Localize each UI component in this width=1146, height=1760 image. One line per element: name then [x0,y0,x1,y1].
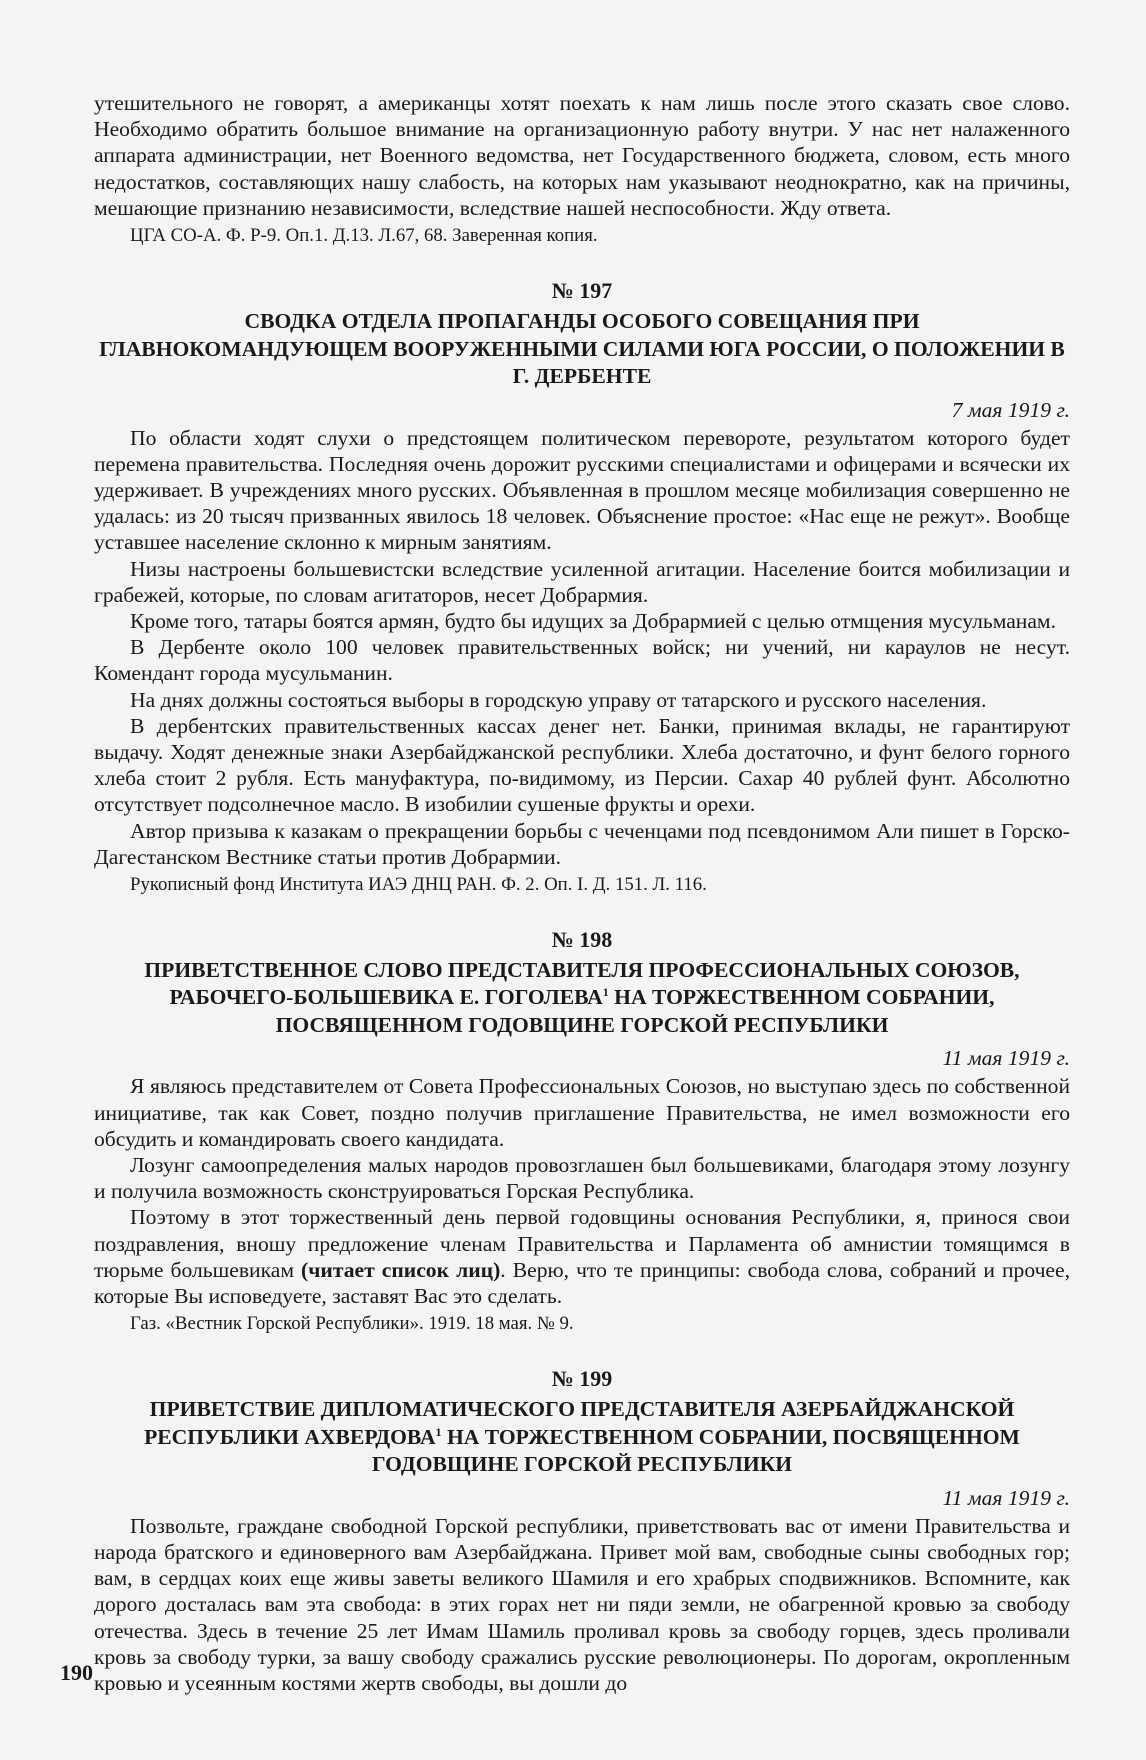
archive-source: ЦГА СО-А. Ф. Р-9. Оп.1. Д.13. Л.67, 68. Заверенная копия. [130,225,598,247]
title-text: НА ТОРЖЕСТВЕННОМ СОБРАНИИ, ПОСВЯЩЕННОМ ГОДОВЩИНЕ ГОРСКОЙ РЕСПУБЛИКИ [275,985,995,1037]
document-title [94,957,1070,1040]
archive-source: Газ. «Вестник Горской Республики». 1919. 18 мая. № 9. [130,1313,574,1335]
document-date: 11 мая 1919 г. [942,1046,1070,1071]
document-date: 7 мая 1919 г. [951,397,1070,422]
document-title [94,1396,1070,1479]
paragraph [94,1204,1070,1309]
footnote-mark: 1 [602,985,609,1000]
paragraph: Автор призыва к казакам о прекращении борьбы с чеченцами под псевдонимом Али пишет в Горско-Дагестанском Вестнике статьи против Добрармии. [94,818,1070,869]
paragraph: Низы настроены большевистски вследствие усиленной агитации. Население боится мобилизации и грабежей, которые, по словам агитаторов, несет Добрармия. [94,556,1070,607]
title-text: НА ТОРЖЕСТВЕННОМ СОБРАНИИ, ПОСВЯЩЕННОМ ГОДОВЩИНЕ ГОРСКОЙ РЕСПУБЛИКИ [371,1424,1020,1477]
document-199 [94,1366,1070,1696]
paragraph: По области ходят слухи о предстоящем политическом перевороте, результатом которого будет перемена правительства. Последняя очень дорожит русскими специалистами и офицерами и всячески их удерживает. В учреждениях много русских. Объявленная в прошлом месяце мобилизация совершенно не удалась: из 20 тысяч призванных явилось 18 человек. Объяснение простое: «Нас еще не режут». Вообще уставшее население склонно к мирным занятиям. [94,425,1070,555]
paragraph: На днях должны состояться выборы в городскую управу от татарского и русского населения. [130,687,987,712]
paragraph: В Дербенте около 100 человек правительственных войск; ни учений, ни караулов не несут. Комендант города мусульманин. [94,635,1070,686]
bold-remark: (читает список лиц) [301,1257,501,1282]
document-date: 11 мая 1919 г. [942,1485,1070,1510]
document-198 [94,927,1070,1336]
page-number: 190 [60,1660,93,1685]
document-number: № 198 [551,926,613,952]
title-text: ПРИВЕТСТВЕННОЕ СЛОВО ПРЕДСТАВИТЕЛЯ ПРОФЕССИОНАЛЬНЫХ СОЮЗОВ, РАБОЧЕГО-БОЛЬШЕВИКА Е. ГОГОЛЕВА [144,957,1020,1010]
continuation-paragraph: утешительного не говорят, а американцы хотят поехать к нам лишь после этого сказать свое слово. Необходимо обратить большое внимание на организационную работу внутри. У нас нет налаженного аппарата администрации, нет Военного ведомства, нет Государственного бюджета, словом, есть много недостатков, составляющих нашу слабость, на которых нам указывают неоднократно, как на причины, мешающие признанию независимости, вследствие нашей неспособности. Жду ответа. [94,91,1070,220]
paragraph: Позвольте, граждане свободной Горской республики, приветствовать вас от имени Правительства и народа братского и единоверного вам Азербайджана. Привет мой вам, свободные сыны свободных гор; вам, в сердцах коих еще живы заветы великого Шамиля и его храбрых сподвижников. Вспомните, как дорого досталась вам эта свобода: в этих горах нет ни пяди земли, не обагренной кровью за свободу отечества. Здесь в течение 25 лет Имам Шамиль проливал кровь за свободу горцев, здесь проливали кровь за свободу турки, за вашу свободу сражались русские революционеры. По дорогам, окропленным кровью и усеянным костями жертв свободы, вы дошли до [94,1513,1070,1696]
paragraph: Лозунг самоопределения малых народов провозглашен был большевиками, благодаря этому лозунгу и получила возможность сконструироваться Горская Республика. [94,1153,1070,1204]
footnote-mark: 1 [435,1424,442,1439]
document-number: № 197 [551,278,613,304]
archive-source: Рукописный фонд Института ИАЭ ДНЦ РАН. Ф. 2. Оп. I. Д. 151. Л. 116. [130,873,707,895]
paragraph-text: Поэтому в этот торжественный день первой годовщины основания Республики, я, принося свои поздравления, вношу предложение членам Правительства и Парламента об амнистии томящимся в тюрьме большевикам [94,1205,1070,1282]
document-number: № 199 [551,1366,613,1392]
title-text: ПРИВЕТСТВИЕ ДИПЛОМАТИЧЕСКОГО ПРЕДСТАВИТЕЛЯ АЗЕРБАЙДЖАНСКОЙ РЕСПУБЛИКИ АХВЕРДОВА [144,1397,1015,1449]
document-197 [94,278,1070,897]
paragraph: Я являюсь представителем от Совета Профессиональных Союзов, но выступаю здесь по собственной инициативе, так как Совет, поздно получив приглашение Правительства, не имел возможности его обсудить и командировать своего кандидата. [94,1074,1070,1151]
paragraph: В дербентских правительственных кассах денег нет. Банки, принимая вклады, не гарантируют выдачу. Ходят денежные знаки Азербайджанской республики. Хлеба достаточно, и фунт белого горного хлеба стоит 2 рубля. Есть мануфактура, по-видимому, из Персии. Сахар 40 рублей фунт. Абсолютно отсутствует подсолнечное масло. В изобилии сушеные фрукты и орехи. [94,713,1070,817]
document-title: СВОДКА ОТДЕЛА ПРОПАГАНДЫ ОСОБОГО СОВЕЩАНИЯ ПРИ ГЛАВНОКОМАНДУЮЩЕМ ВООРУЖЕННЫМИ СИЛАМИ ЮГА РОССИИ, О ПОЛОЖЕНИИ В Г. ДЕРБЕНТЕ [99,309,1065,389]
paragraph-text: . Верю, что те принципы: свобода слова, собраний и прочее, которые Вы исповедуете, заставят Вас это сделать. [94,1257,1070,1309]
paragraph: Кроме того, татары боятся армян, будто бы идущих за Добрармией с целью отмщения мусульманам. [130,608,1056,633]
